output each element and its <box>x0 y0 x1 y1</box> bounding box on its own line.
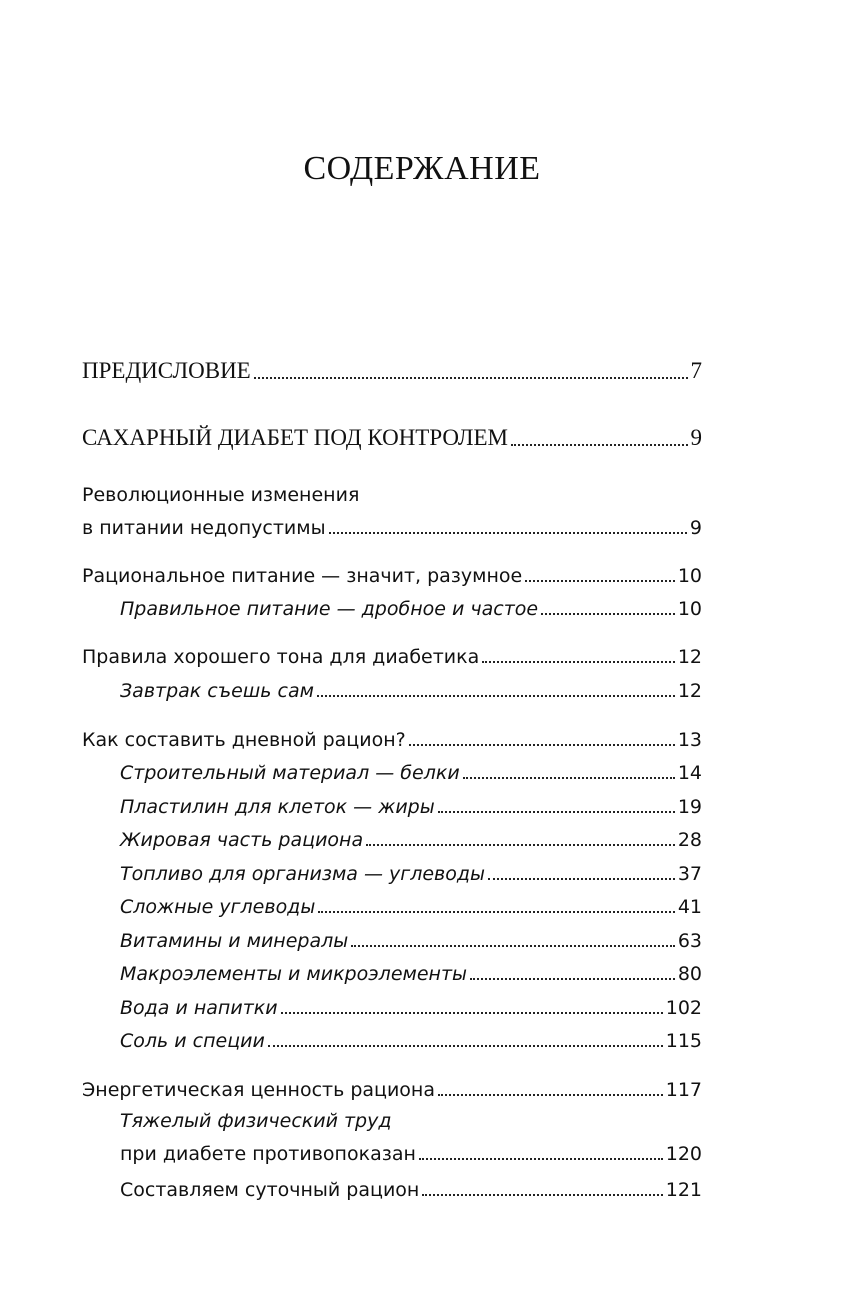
toc-entry-page: 10 <box>677 598 702 620</box>
toc-entry-page: 12 <box>677 680 702 702</box>
toc-entry-label: САХАРНЫЙ ДИАБЕТ ПОД КОНТРОЛЕМ <box>82 425 508 450</box>
dot-leader <box>318 910 674 913</box>
dot-leader <box>268 1044 663 1047</box>
dot-leader <box>281 1011 663 1014</box>
toc-entry-page: 10 <box>677 565 702 587</box>
toc-entry-section <box>120 753 702 785</box>
toc-entry-chapter <box>82 556 702 588</box>
toc-entry-section <box>120 887 702 919</box>
dot-leader <box>511 443 688 446</box>
toc-entry-page: 9 <box>690 425 702 450</box>
dot-leader <box>329 531 687 534</box>
toc-entry-label: Правильное питание — дробное и частое <box>120 598 539 620</box>
toc-entry-label-line1: Тяжелый физический труд <box>120 1110 392 1132</box>
toc-entry-chapter <box>82 637 702 669</box>
toc-entry-label: Составляем суточный рацион <box>120 1179 420 1201</box>
toc-entry-page: 63 <box>677 930 702 952</box>
toc-entry-page: 19 <box>677 796 702 818</box>
toc-entry-label: Правила хорошего тона для диабетика <box>82 646 480 668</box>
toc-entry-page: 13 <box>677 729 702 751</box>
toc-entry-page: 120 <box>665 1143 702 1165</box>
toc-entry-page: 117 <box>665 1079 702 1101</box>
toc-entry-page: 14 <box>677 762 702 784</box>
toc-entry-label: в питании недопустимы <box>82 517 326 539</box>
toc-entry-label-line1: Революционные изменения <box>82 484 360 506</box>
toc-entry-page: 80 <box>677 963 702 985</box>
toc-entry-preface <box>82 353 702 385</box>
dot-leader <box>438 1093 663 1096</box>
dot-leader <box>422 1193 662 1196</box>
toc-entry-label: Рациональное питание — значит, разумное <box>82 565 523 587</box>
toc-entry-section <box>120 954 702 986</box>
dot-leader <box>254 376 688 379</box>
toc-entry-page: 121 <box>665 1179 702 1201</box>
dot-leader <box>317 694 675 697</box>
toc-entry-page: 41 <box>677 896 702 918</box>
toc-entry-part <box>82 420 702 452</box>
toc-entry-section <box>120 787 702 819</box>
toc-entry-page: 37 <box>677 863 702 885</box>
toc-entry-label: при диабете противопоказан <box>120 1143 416 1165</box>
dot-leader <box>470 977 675 980</box>
toc-entry-section <box>120 671 702 703</box>
toc-entry-label: Витамины и минералы <box>120 930 349 952</box>
toc-entry-page: 12 <box>677 646 702 668</box>
toc-entry-chapter <box>82 508 702 540</box>
toc-entry-label: Макроэлементы и микроэлементы <box>120 963 468 985</box>
toc-entry-page: 9 <box>689 517 702 539</box>
dot-leader <box>351 944 675 947</box>
toc-entry-section <box>120 1021 702 1053</box>
toc-entry-section <box>120 820 702 852</box>
toc-entry-label: Пластилин для клеток — жиры <box>120 796 435 818</box>
toc-entry-page: 115 <box>665 1030 702 1052</box>
dot-leader <box>541 612 675 615</box>
toc-entry-section <box>120 589 702 621</box>
dot-leader <box>488 877 675 880</box>
dot-leader <box>525 579 675 582</box>
toc-entry-label: Топливо для организма — углеводы <box>120 863 486 885</box>
toc-entry-section <box>120 921 702 953</box>
page-title: СОДЕРЖАНИЕ <box>303 150 541 187</box>
toc-entry-label: Как составить дневной рацион? <box>82 729 406 751</box>
dot-leader <box>409 743 675 746</box>
toc-entry-label: Энергетическая ценность рациона <box>82 1079 435 1101</box>
dot-leader <box>463 776 675 779</box>
toc-entry-section <box>120 988 702 1020</box>
toc-entry-label: Строительный материал — белки <box>120 762 460 784</box>
toc-entry-label: Соль и специи <box>120 1030 265 1052</box>
toc-entry-page: 28 <box>677 829 702 851</box>
toc-entry-section <box>120 1170 702 1202</box>
toc-entry-label: Сложные углеводы <box>120 896 316 918</box>
toc-entry-section <box>120 854 702 886</box>
toc-entry-label: Завтрак съешь сам <box>120 680 314 702</box>
dot-leader <box>438 810 675 813</box>
toc-entry-page: 102 <box>665 997 702 1019</box>
toc-entry-label: Вода и напитки <box>120 997 278 1019</box>
toc-entry-chapter <box>82 1070 702 1102</box>
toc-entry-chapter <box>82 720 702 752</box>
dot-leader <box>366 843 675 846</box>
toc-entry-label: Жировая часть рациона <box>120 829 364 851</box>
toc-entry-page: 7 <box>690 358 702 383</box>
dot-leader <box>419 1157 663 1160</box>
toc-entry-label: ПРЕДИСЛОВИЕ <box>82 358 251 383</box>
toc-entry-section <box>120 1134 702 1166</box>
dot-leader <box>482 660 675 663</box>
